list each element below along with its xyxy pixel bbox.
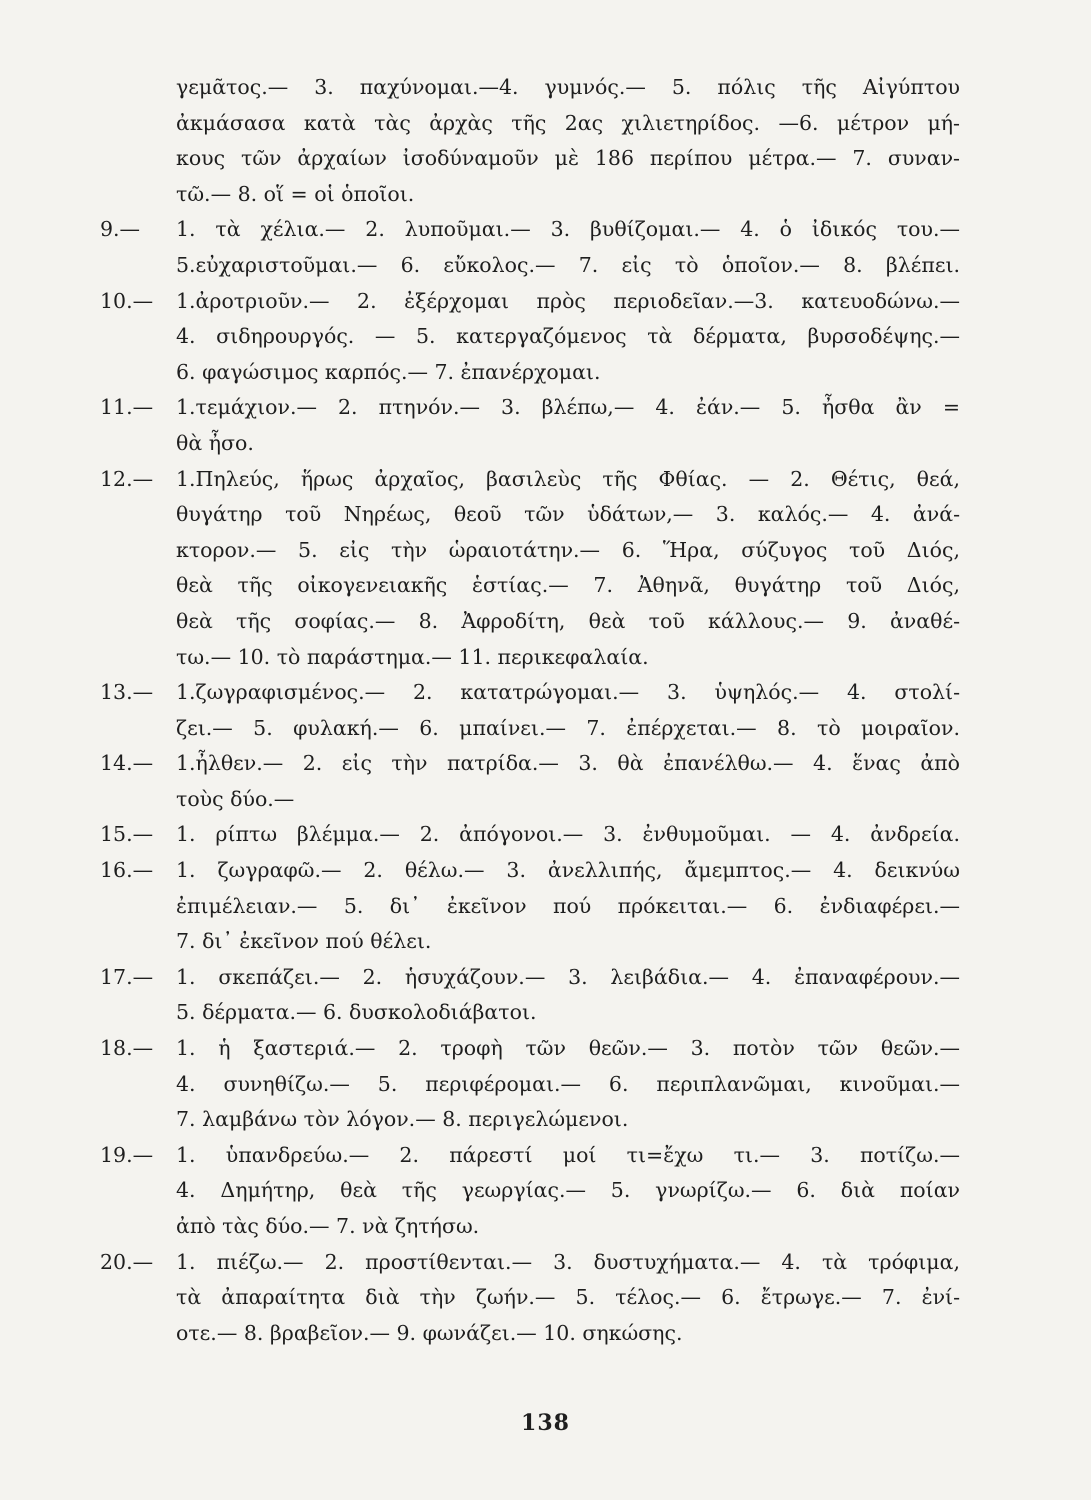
- text-line: [100, 212, 960, 248]
- line-text: θυγάτηρ τοῦ Νηρέως, θεοῦ τῶν ὑδάτων,— 3. καλός.— 4. ἀνά-: [176, 502, 960, 527]
- line-text: 1. ὑπανδρεύω.— 2. πάρεστί μοί τι=ἔχω τι.— 3. ποτίζω.—: [176, 1142, 960, 1167]
- exercise-number: 11.—: [100, 395, 154, 420]
- text-line: [100, 746, 960, 782]
- text-line: [100, 319, 960, 355]
- line-text: 4. Δημήτηρ, θεὰ τῆς γεωργίας.— 5. γνωρίζω.— 6. διὰ ποίαν: [176, 1178, 960, 1203]
- line-text: τω.— 10. τὸ παράστημα.— 11. περικεφαλαία.: [176, 644, 649, 669]
- exercise-number: 12.—: [100, 466, 154, 491]
- line-text: 1.Πηλεύς, ἥρως ἀρχαῖος, βασιλεὺς τῆς Φθίας. — 2. Θέτις, θεά,: [176, 466, 960, 491]
- line-text: ἀπὸ τὰς δύο.— 7. νὰ ζητήσω.: [176, 1214, 480, 1238]
- text-line: [100, 462, 960, 498]
- text-line: [100, 355, 960, 391]
- text-line: [100, 817, 960, 853]
- text-line: [100, 497, 960, 533]
- line-text: θὰ ἦσο.: [176, 430, 254, 455]
- line-text: τῶ.— 8. οἵ = οἱ ὁποῖοι.: [176, 181, 415, 206]
- text-line: [100, 1280, 960, 1316]
- line-text: ζει.— 5. φυλακή.— 6. μπαίνει.— 7. ἐπέρχεται.— 8. τὸ μοιραῖον.: [176, 715, 960, 740]
- text-line: [100, 1173, 960, 1209]
- line-text: ἀκμάσασα κατὰ τὰς ἀρχὰς τῆς 2ας χιλιετηρίδος. —6. μέτρον μή-: [176, 110, 960, 135]
- exercise-number: 14.—: [100, 751, 154, 776]
- line-text: 4. σιδηρουργός. — 5. κατεργαζόμενος τὰ δέρματα, βυρσοδέψης.—: [176, 324, 960, 349]
- text-line: [100, 568, 960, 604]
- text-line: [100, 70, 960, 106]
- text-line: [100, 782, 960, 818]
- line-text: 1.τεμάχιον.— 2. πτηνόν.— 3. βλέπω,— 4. ἐάν.— 5. ἦσθα ἂν =: [176, 395, 960, 420]
- text-line: [100, 1209, 960, 1245]
- exercise-number: 20.—: [100, 1249, 154, 1274]
- line-text: 1.ἦλθεν.— 2. εἰς τὴν πατρίδα.— 3. θὰ ἐπανέλθω.— 4. ἕνας ἀπὸ: [176, 751, 960, 776]
- text-line: [100, 533, 960, 569]
- line-text: 5.εὐχαριστοῦμαι.— 6. εὔκολος.— 7. εἰς τὸ ὁποῖον.— 8. βλέπει.: [176, 252, 960, 277]
- text-line: [100, 141, 960, 177]
- text-line: [100, 284, 960, 320]
- page-number: 138: [521, 1410, 570, 1436]
- exercise-number: 16.—: [100, 858, 154, 883]
- text-line: [100, 675, 960, 711]
- line-text: 1. σκεπάζει.— 2. ἡσυχάζουν.— 3. λειβάδια.— 4. ἐπαναφέρουν.—: [176, 964, 960, 989]
- text-line: [100, 640, 960, 676]
- text-line: [100, 604, 960, 640]
- exercise-number: 17.—: [100, 964, 154, 989]
- line-text: τὰ ἀπαραίτητα διὰ τὴν ζωήν.— 5. τέλος.— 6. ἔτρωγε.— 7. ἐνί-: [176, 1285, 960, 1310]
- text-line: [100, 1102, 960, 1138]
- line-text: 7. λαμβάνω τὸν λόγον.— 8. περιγελώμενοι.: [176, 1107, 629, 1132]
- text-line: [100, 1067, 960, 1103]
- text-line: [100, 1245, 960, 1281]
- line-text: 1. τὰ χέλια.— 2. λυποῦμαι.— 3. βυθίζομαι.— 4. ὁ ἰδικός του.—: [176, 217, 960, 242]
- exercise-number: 9.—: [100, 217, 141, 242]
- text-line: [100, 995, 960, 1031]
- text-line: [100, 1031, 960, 1067]
- text-line: [100, 960, 960, 996]
- text-line: [100, 1316, 960, 1352]
- exercise-number: 18.—: [100, 1036, 154, 1061]
- exercise-number: 15.—: [100, 822, 154, 847]
- line-text: 5. δέρματα.— 6. δυσκολοδιάβατοι.: [176, 1000, 537, 1025]
- text-line: [100, 711, 960, 747]
- text-line: [100, 889, 960, 925]
- text-line: [100, 248, 960, 284]
- line-text: 1. ρίπτω βλέμμα.— 2. ἀπόγονοι.— 3. ἐνθυμοῦμαι. — 4. ἀνδρεία.: [176, 822, 960, 847]
- text-line: [100, 1138, 960, 1174]
- exercise-number: 10.—: [100, 288, 154, 313]
- line-text: θεὰ τῆς σοφίας.— 8. Ἀφροδίτη, θεὰ τοῦ κάλλους.— 9. ἀναθέ-: [176, 608, 960, 633]
- line-text: γεμᾶτος.— 3. παχύνομαι.—4. γυμνός.— 5. πόλις τῆς Αἰγύπτου: [176, 75, 960, 99]
- line-text: 1.ζωγραφισμένος.— 2. κατατρώγομαι.— 3. ὑψηλός.— 4. στολί-: [176, 680, 960, 705]
- text-line: [100, 853, 960, 889]
- line-text: 1. ζωγραφῶ.— 2. θέλω.— 3. ἀνελλιπής, ἄμεμπτος.— 4. δεικνύω: [176, 858, 960, 883]
- line-text: 1. πιέζω.— 2. προστίθενται.— 3. δυστυχήματα.— 4. τὰ τρόφιμα,: [176, 1249, 960, 1274]
- line-text: κτορον.— 5. εἰς τὴν ὡραιοτάτην.— 6. Ἥρα, σύζυγος τοῦ Διός,: [176, 537, 960, 562]
- text-line: [100, 177, 960, 213]
- line-text: 7. δι᾽ ἐκεῖνον πού θέλει.: [176, 929, 432, 954]
- line-text: 1. ἡ ξαστεριά.— 2. τροφὴ τῶν θεῶν.— 3. ποτὸν τῶν θεῶν.—: [176, 1036, 960, 1061]
- text-line: [100, 106, 960, 142]
- exercise-number: 19.—: [100, 1142, 154, 1167]
- line-text: 4. συνηθίζω.— 5. περιφέρομαι.— 6. περιπλανῶμαι, κινοῦμαι.—: [176, 1071, 960, 1096]
- line-text: 6. φαγώσιμος καρπός.— 7. ἐπανέρχομαι.: [176, 359, 601, 384]
- line-text: τοὺς δύο.—: [176, 786, 295, 811]
- answer-key-text: [100, 70, 960, 1351]
- text-line: [100, 426, 960, 462]
- exercise-number: 13.—: [100, 680, 154, 705]
- line-text: 1.ἀροτριοῦν.— 2. ἐξέρχομαι πρὸς περιοδεῖαν.—3. κατευοδώνω.—: [176, 288, 960, 313]
- line-text: θεὰ τῆς οἰκογενειακῆς ἑστίας.— 7. Ἀθηνᾶ, θυγάτηρ τοῦ Διός,: [176, 573, 960, 598]
- text-line: [100, 390, 960, 426]
- text-line: [100, 924, 960, 960]
- line-text: κους τῶν ἀρχαίων ἰσοδύναμοῦν μὲ 186 περίπου μέτρα.— 7. συναν-: [176, 146, 960, 171]
- line-text: οτε.— 8. βραβεῖον.— 9. φωνάζει.— 10. σηκώσης.: [176, 1320, 683, 1345]
- line-text: ἐπιμέλειαν.— 5. δι᾽ ἐκεῖνον πού πρόκειται.— 6. ἐνδιαφέρει.—: [176, 893, 960, 918]
